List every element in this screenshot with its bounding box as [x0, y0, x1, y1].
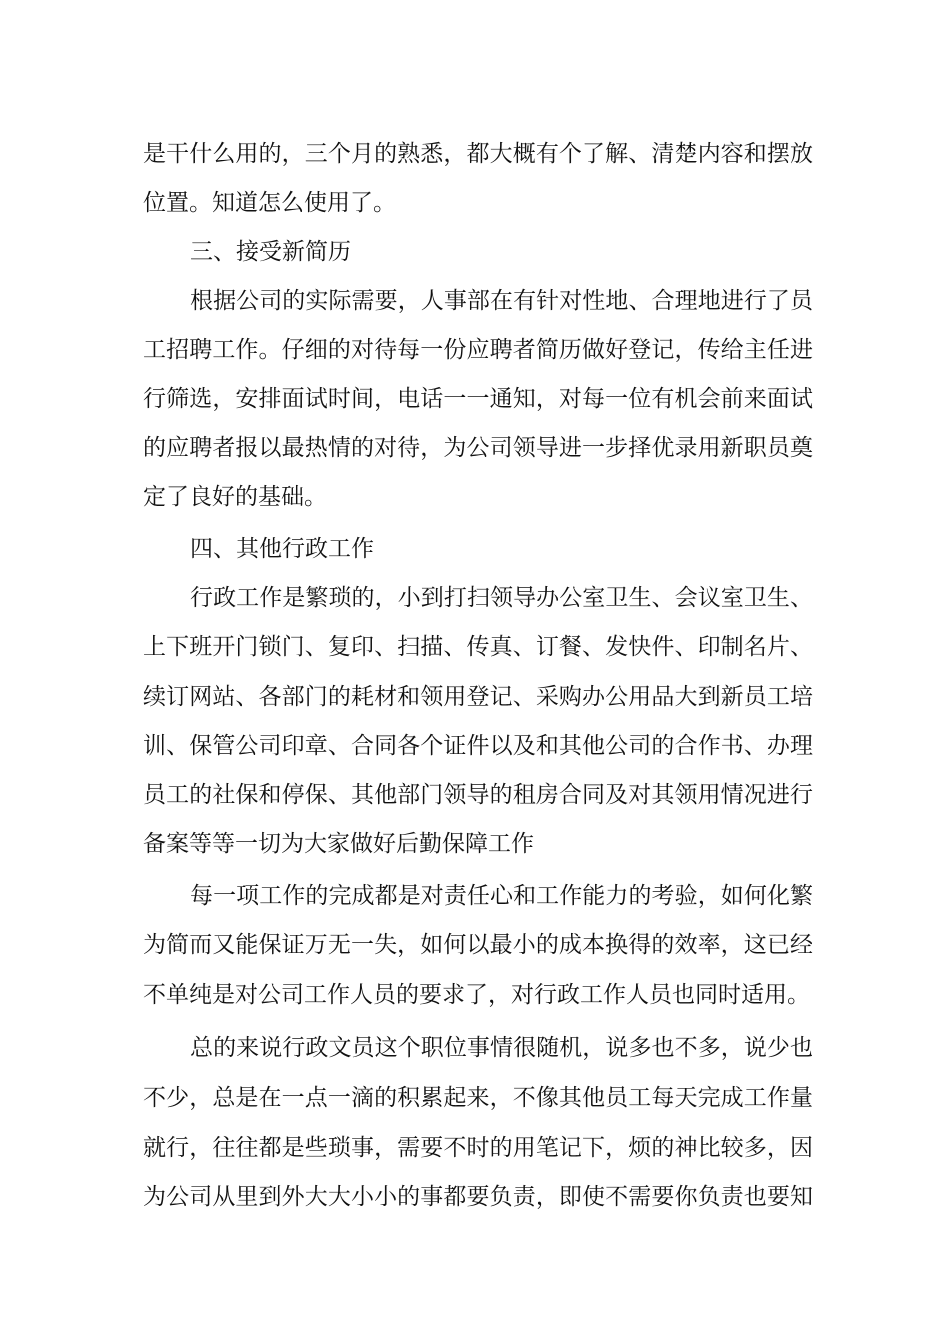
text-line: 为公司从里到外大大小小的事都要负责，即使不需要你负责也要知 [143, 1184, 813, 1210]
text-line: 是干什么用的，三个月的熟悉，都大概有个了解、清楚内容和摆放 [143, 141, 813, 167]
text-line: 行政工作是繁琐的，小到打扫领导办公室卫生、会议室卫生、 [190, 585, 813, 611]
text-line: 上下班开门锁门、复印、扫描、传真、订餐、发快件、印制名片、 [143, 634, 813, 660]
text-line: 工招聘工作。仔细的对待每一份应聘者简历做好登记，传给主任进 [143, 337, 813, 363]
text-line: 总的来说行政文员这个职位事情很随机，说多也不多，说少也 [190, 1035, 813, 1061]
text-line: 就行，往往都是些琐事，需要不时的用笔记下，烦的神比较多，因 [143, 1135, 813, 1161]
text-line: 的应聘者报以最热情的对待，为公司领导进一步择优录用新职员奠 [143, 435, 813, 461]
text-line: 训、保管公司印章、合同各个证件以及和其他公司的合作书、办理 [143, 733, 813, 759]
text-line: 位置。知道怎么使用了。 [143, 190, 396, 216]
text-line: 行筛选，安排面试时间，电话一一通知，对每一位有机会前来面试 [143, 386, 813, 412]
text-line: 不少，总是在一点一滴的积累起来，不像其他员工每天完成工作量 [143, 1085, 813, 1111]
text-line: 为简而又能保证万无一失，如何以最小的成本换得的效率，这已经 [143, 932, 813, 958]
text-line: 定了良好的基础。 [143, 484, 327, 510]
text-line: 不单纯是对公司工作人员的要求了，对行政工作人员也同时适用。 [143, 982, 810, 1008]
section-heading: 三、接受新简历 [190, 239, 351, 265]
text-line: 每一项工作的完成都是对责任心和工作能力的考验，如何化繁 [190, 883, 813, 909]
text-line: 备案等等一切为大家做好后勤保障工作 [143, 831, 534, 857]
section-heading: 四、其他行政工作 [190, 536, 374, 562]
text-line: 根据公司的实际需要，人事部在有针对性地、合理地进行了员 [190, 288, 813, 314]
text-line: 员工的社保和停保、其他部门领导的租房合同及对其领用情况进行 [143, 782, 813, 808]
text-line: 续订网站、各部门的耗材和领用登记、采购办公用品大到新员工培 [143, 684, 813, 710]
